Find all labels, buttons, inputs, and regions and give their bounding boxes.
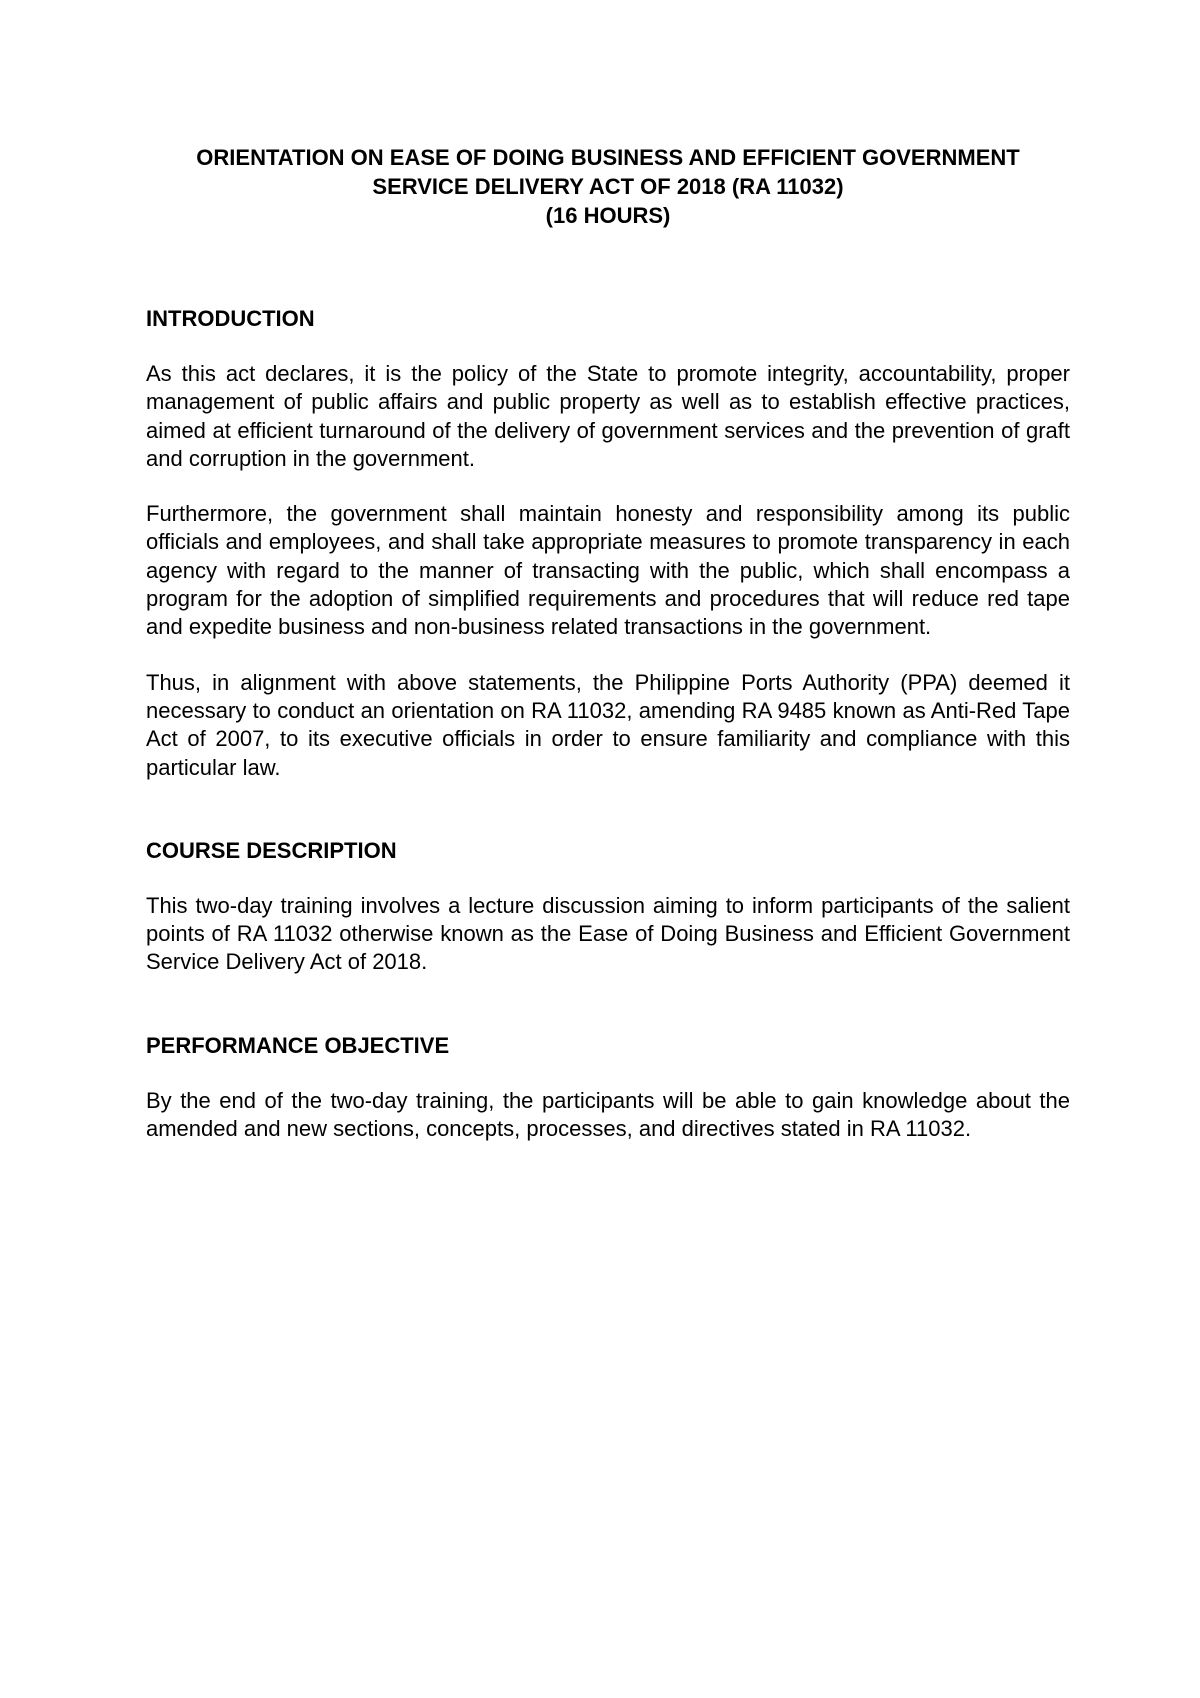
performance-objective-heading: PERFORMANCE OBJECTIVE (146, 1032, 450, 1058)
title-line-1: ORIENTATION ON EASE OF DOING BUSINESS AND EFFICIENT GOVERNMENT (196, 145, 1020, 170)
introduction-paragraph-2: Furthermore, the government shall maintain honesty and responsibility among its public officials and employees, and shall take appropriate measures to promote transparency in each agency with regard to the manner of transacting with the public, which shall encompass a program for the adoption of simplified requirements and procedures that will reduce red tape and expedite business and non-business related transactions in the government. (146, 501, 1070, 640)
introduction-heading: INTRODUCTION (146, 306, 315, 331)
title-line-2: SERVICE DELIVERY ACT OF 2018 (RA 11032) (372, 174, 844, 199)
performance-objective-paragraph: By the end of the two-day training, the participants will be able to gain knowledge about the amended and new sections, concepts, processes, and directives stated in RA 11032. (146, 1087, 1070, 1142)
introduction-section (146, 305, 1070, 782)
introduction-paragraph-3: Thus, in alignment with above statements, the Philippine Ports Authority (PPA) deemed it necessary to conduct an orientation on RA 11032, amending RA 9485 known as Anti-Red Tape Act of 2007, to its executive officials in order to ensure familiarity and compliance with this particular law. (146, 669, 1070, 780)
introduction-paragraph-1: As this act declares, it is the policy of the State to promote integrity, accountability, proper management of public affairs and public property as well as to establish effective practices, aimed at efficient turnaround of the delivery of government services and the prevention of graft and corruption in the government. (146, 361, 1070, 471)
course-description-section (146, 837, 1070, 977)
title-line-3: (16 HOURS) (545, 203, 671, 228)
performance-objective-section (146, 1032, 1070, 1144)
document-title (146, 143, 1070, 230)
course-description-paragraph: This two-day training involves a lecture discussion aiming to inform participants of the salient points of RA 11032 otherwise known as the Ease of Doing Business and Efficient Government Service Delivery Act of 2018. (146, 892, 1070, 975)
document-page (146, 143, 1070, 1143)
course-description-heading: COURSE DESCRIPTION (146, 837, 397, 863)
